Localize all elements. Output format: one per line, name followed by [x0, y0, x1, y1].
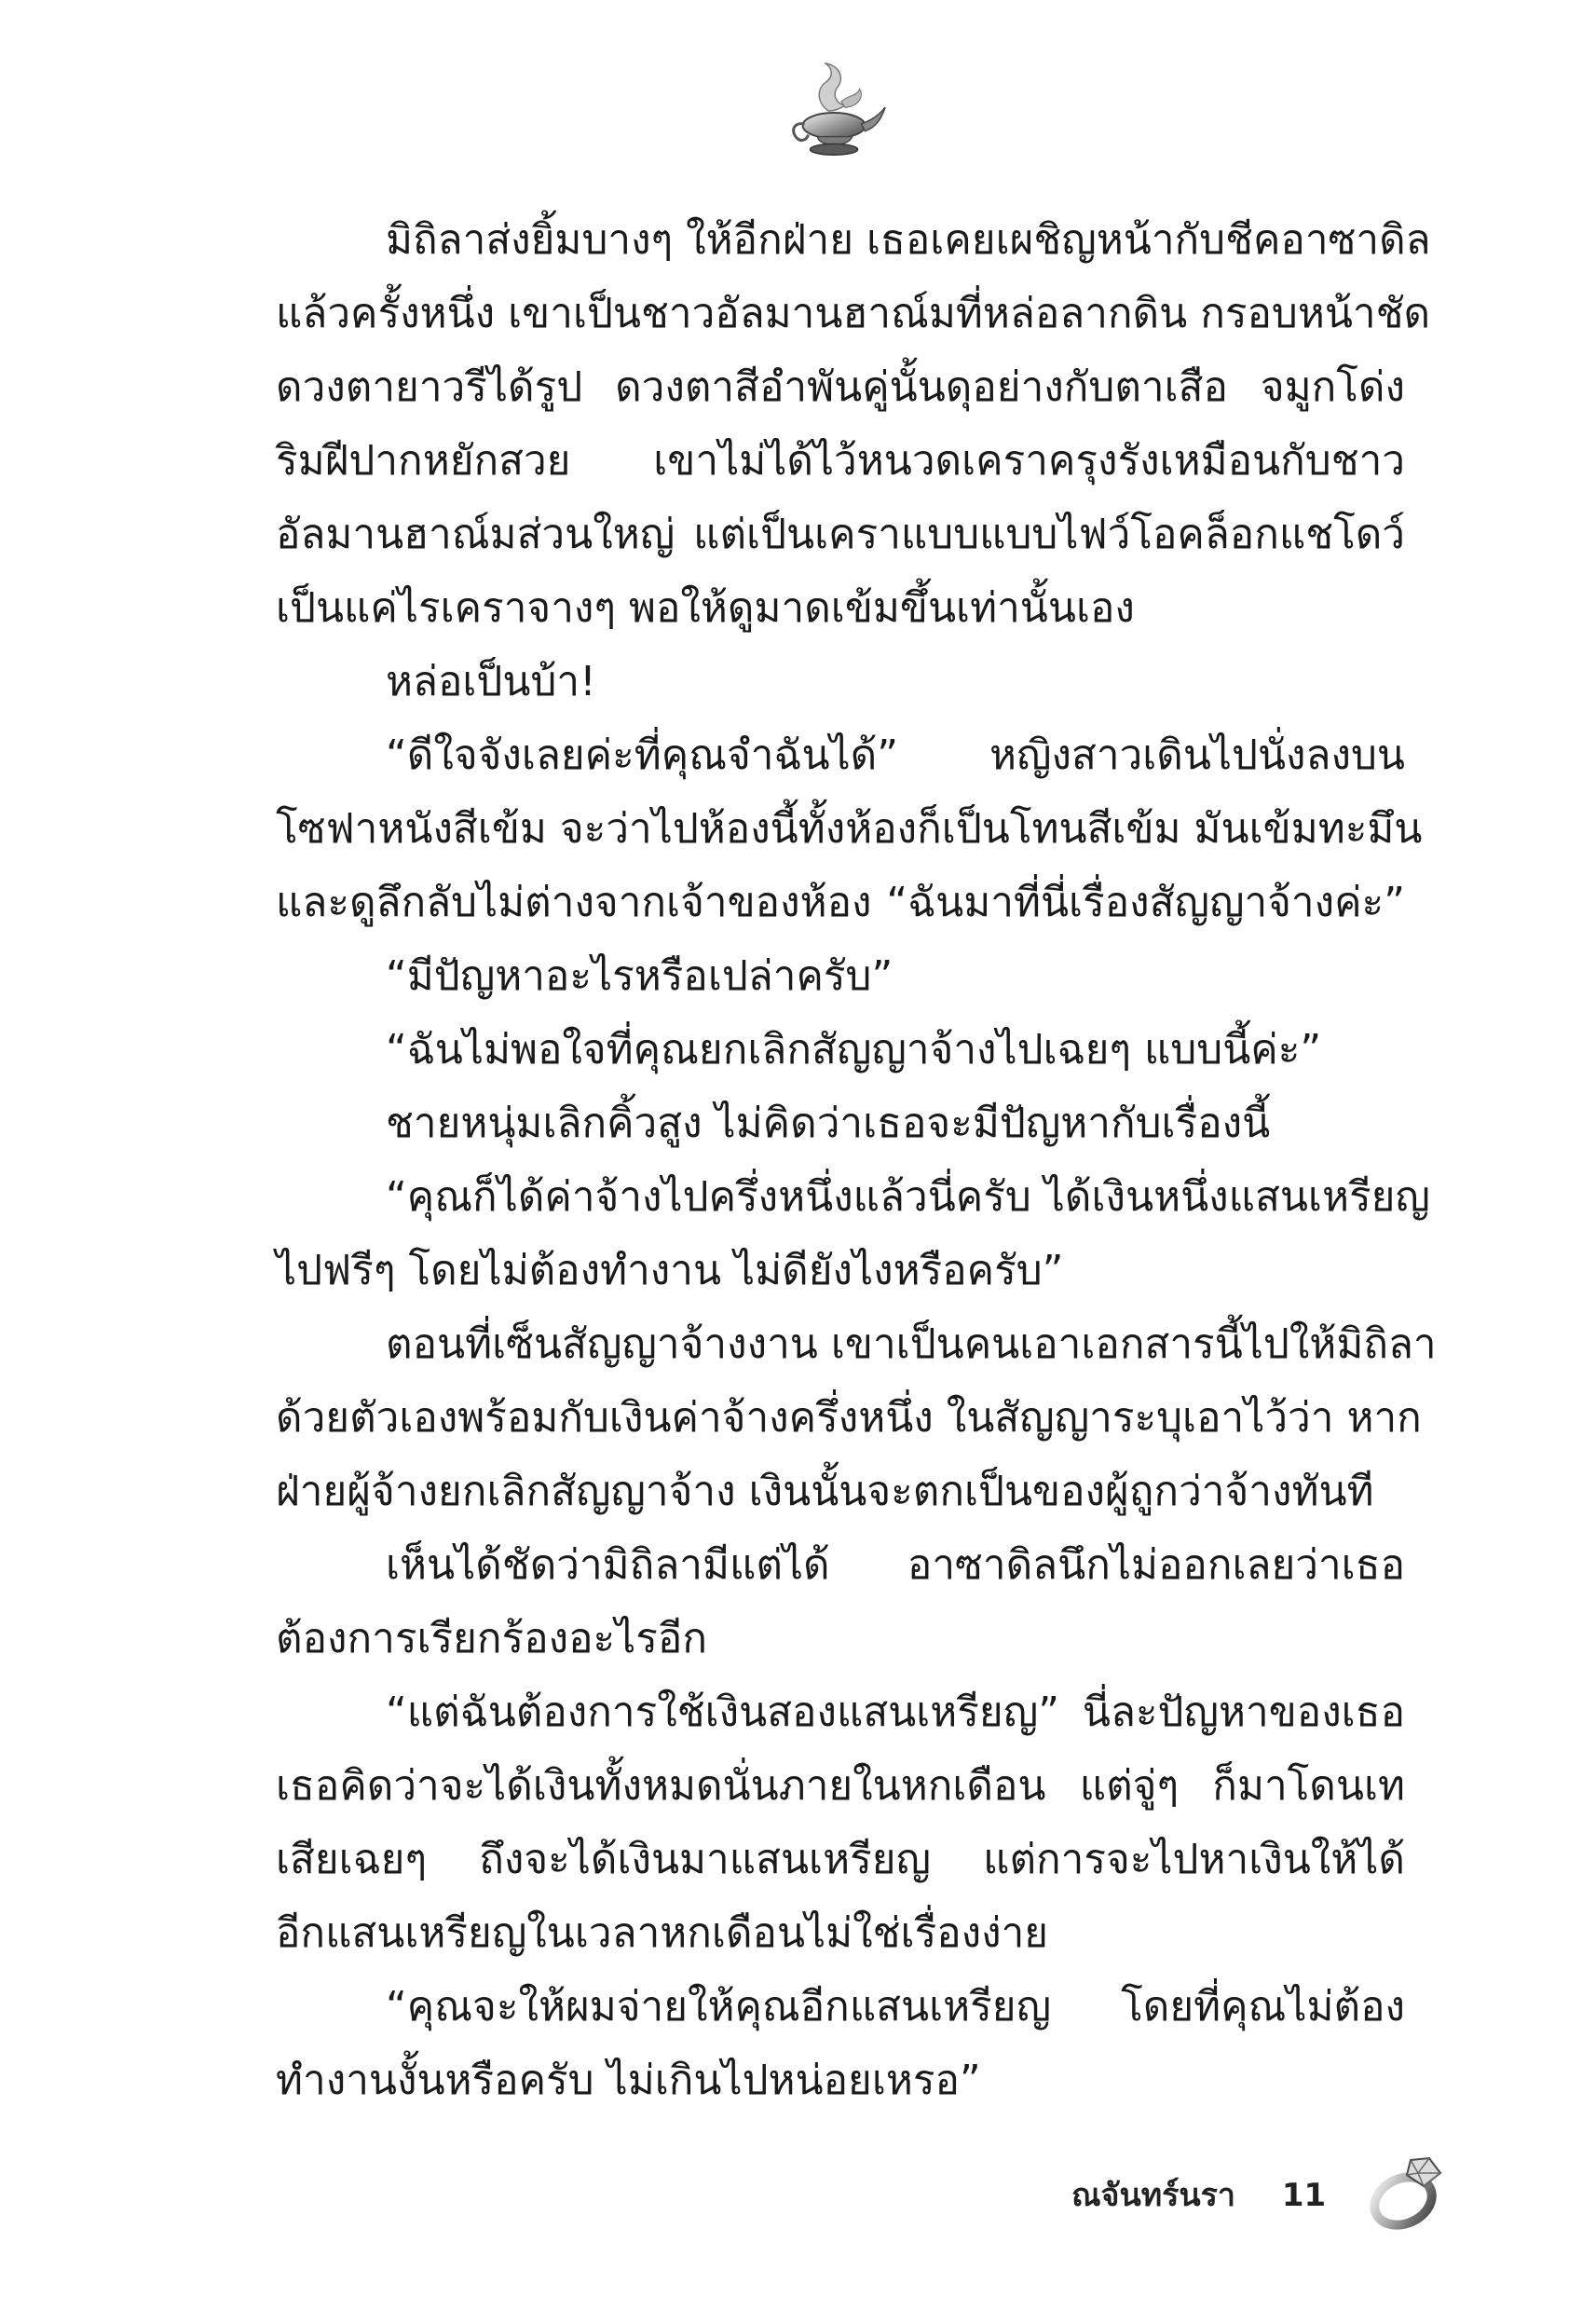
text-line: ดวงตายาวรีได้รูป ดวงตาสีอำพันคู่นั้นดุอย่างกับตาเสือ จมูกโด่ง — [276, 363, 1405, 411]
text-line: หล่อเป็นบ้า! — [386, 658, 596, 705]
diamond-ring-icon — [1362, 2153, 1448, 2235]
text-line: มิถิลาส่งยิ้มบางๆ ให้อีกฝ่าย เธอเคยเผชิญหน้ากับชีคอาซาดิล — [386, 216, 1431, 264]
text-line: เธอคิดว่าจะได้เงินทั้งหมดนั่นภายในหกเดือน แต่จู่ๆ ก็มาโดนเท — [276, 1762, 1405, 1810]
text-line: “ฉันไม่พอใจที่คุณยกเลิกสัญญาจ้างไปเฉยๆ แบบนี้ค่ะ” — [386, 1026, 1322, 1073]
footer-author: ณจันทร์นรา — [1071, 2177, 1235, 2214]
text-line: แล้วครั้งหนึ่ง เขาเป็นชาวอัลมานฮาณ์มที่หล่อลากดิน กรอบหน้าชัด — [276, 290, 1431, 337]
text-line: เสียเฉยๆ ถึงจะได้เงินมาแสนเหรียญ แต่การจะไปหาเงินให้ได้ — [276, 1836, 1405, 1883]
page-footer — [1071, 2169, 1326, 2222]
text-line: และดูลึกลับไม่ต่างจากเจ้าของห้อง “ฉันมาที่นี่เรื่องสัญญาจ้างค่ะ” — [276, 879, 1405, 926]
text-line: เป็นแค่ไรเคราจางๆ พอให้ดูมาดเข้มขึ้นเท่านั้นเอง — [276, 584, 1135, 632]
text-line: ต้องการเรียกร้องอะไรอีก — [276, 1615, 707, 1662]
text-line: ทำงานงั้นหรือครับ ไม่เกินไปหน่อยเหรอ” — [276, 2057, 981, 2104]
text-line: อัลมานฮาณ์มส่วนใหญ่ แต่เป็นเคราแบบแบบไฟว์โอคล็อกแชโดว์ — [276, 511, 1405, 558]
text-line: ริมฝีปากหยักสวย เขาไม่ได้ไว้หนวดเคราครุงรังเหมือนกับชาว — [276, 437, 1405, 485]
text-line: “คุณก็ได้ค่าจ้างไปครึ่งหนึ่งแล้วนี่ครับ ได้เงินหนึ่งแสนเหรียญ — [386, 1173, 1430, 1221]
magic-lamp-icon — [781, 58, 891, 168]
text-line: ไปฟรีๆ โดยไม่ต้องทำงาน ไม่ดียังไงหรือครับ” — [276, 1247, 1064, 1294]
text-line: โซฟาหนังสีเข้ม จะว่าไปห้องนี้ทั้งห้องก็เป็นโทนสีเข้ม มันเข้มทะมึน — [276, 805, 1423, 853]
text-line: ตอนที่เซ็นสัญญาจ้างงาน เขาเป็นคนเอาเอกสารนี้ไปให้มิถิลา — [386, 1320, 1437, 1368]
text-line: “มีปัญหาอะไรหรือเปล่าครับ” — [386, 952, 893, 1000]
text-line: ฝ่ายผู้จ้างยกเลิกสัญญาจ้าง เงินนั้นจะตกเป็นของผู้ถูกว่าจ้างทันที — [276, 1468, 1374, 1515]
text-line: เห็นได้ชัดว่ามิถิลามีแต่ได้ อาซาดิลนึกไม่ออกเลยว่าเธอ — [386, 1541, 1405, 1589]
body-text — [276, 203, 1437, 2117]
text-line: ชายหนุ่มเลิกคิ้วสูง ไม่คิดว่าเธอจะมีปัญหากับเรื่องนี้ — [386, 1100, 1271, 1147]
text-line: “คุณจะให้ผมจ่ายให้คุณอีกแสนเหรียญ โดยที่คุณไม่ต้อง — [386, 1983, 1405, 2031]
text-line: “ดีใจจังเลยค่ะที่คุณจำฉันได้” หญิงสาวเดินไปนั่งลงบน — [386, 732, 1405, 779]
page-number: 11 — [1281, 2177, 1327, 2214]
text-line: “แต่ฉันต้องการใช้เงินสองแสนเหรียญ” นี่ละปัญหาของเธอ — [386, 1689, 1405, 1736]
text-line: ด้วยตัวเองพร้อมกับเงินค่าจ้างครึ่งหนึ่ง ในสัญญาระบุเอาไว้ว่า หาก — [276, 1394, 1422, 1442]
text-line: อีกแสนเหรียญในเวลาหกเดือนไม่ใช่เรื่องง่าย — [276, 1909, 1049, 1957]
